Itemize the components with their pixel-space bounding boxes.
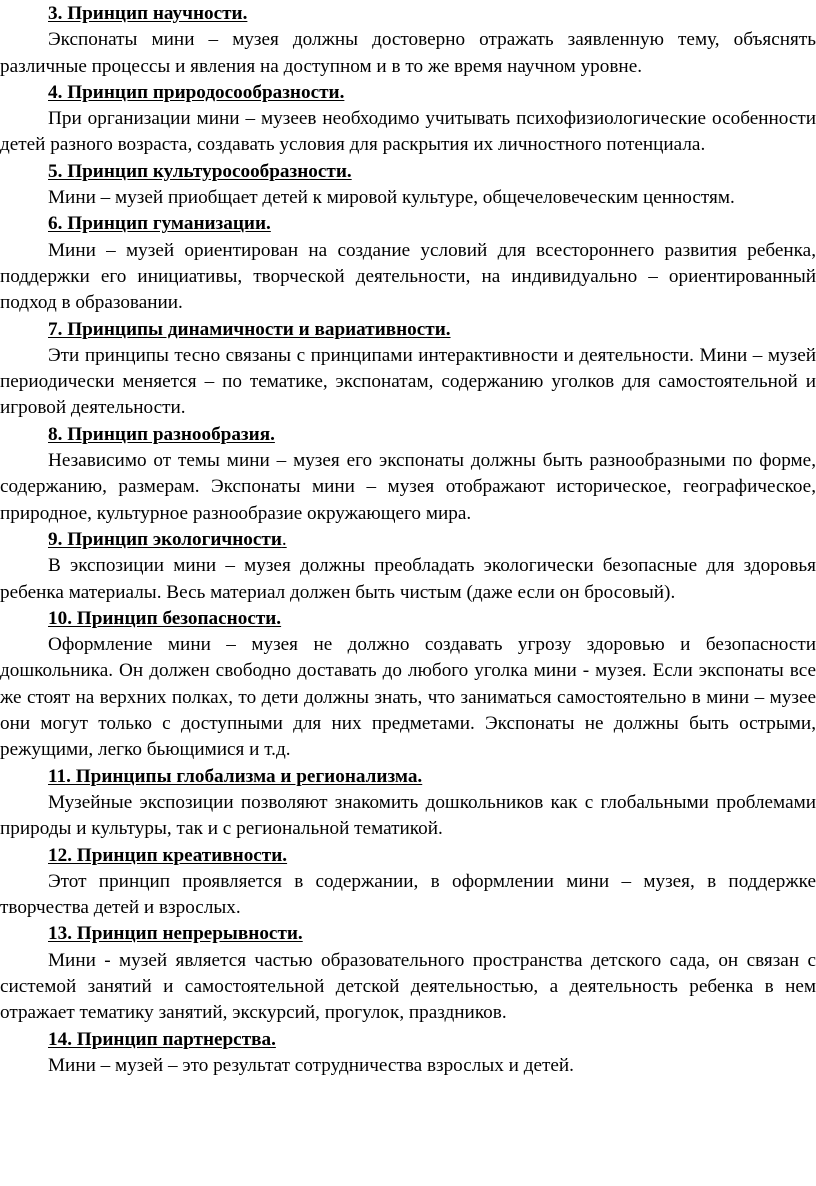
section-14 — [0, 1027, 816, 1080]
heading-text: 5. Принцип культуросообразности. — [48, 160, 352, 182]
section-heading — [0, 1, 816, 27]
section-paragraph: При организации мини – музеев необходимо учитывать психофизиологические особенности детей разного возраста, создавать условия для раскрытия их личностного потенциала. — [0, 108, 816, 156]
heading-text: 9. Принцип экологичности — [48, 528, 282, 550]
heading-text: 12. Принцип креативности. — [48, 844, 288, 866]
heading-text: 3. Принцип научности. — [48, 3, 248, 24]
section-heading — [0, 211, 816, 237]
section-10 — [0, 606, 816, 764]
section-paragraph: Эти принципы тесно связаны с принципами интерактивности и деятельности. Мини – музей периодически меняется – по тематике, экспонатам, содержанию уголков для самостоятельной и игровой деятельности. — [0, 344, 816, 419]
heading-text: 8. Принцип разнообразия. — [48, 423, 275, 445]
heading-text: 10. Принцип безопасности. — [48, 607, 282, 629]
section-heading — [0, 317, 816, 343]
section-heading — [0, 764, 816, 790]
section-6 — [0, 211, 816, 316]
section-paragraph: Мини – музей ориентирован на создание условий для всестороннего развития ребенка, поддержки его инициативы, творческой деятельности, на индивидуально – ориентированный подход в образовании. — [0, 239, 816, 314]
section-paragraph: Оформление мини – музея не должно создавать угрозу здоровью и безопасности дошкольника. Он должен свободно доставать до любого уголка мини - музея. Если экспонаты все же стоят на верхних полках, то дети должны знать, что заниматься самостоятельно в мини – музее они могут только с доступными для них предметами. Экспонаты не должны быть острыми, режущими, легко бьющимися и т.д. — [0, 634, 816, 761]
section-paragraph: В экспозиции мини – музея должны преобладать экологически безопасные для здоровья ребенка материалы. Весь материал должен быть чистым (даже если он бросовый). — [0, 555, 816, 603]
heading-text: 6. Принцип гуманизации. — [48, 213, 271, 235]
section-8 — [0, 422, 816, 527]
section-11 — [0, 764, 816, 843]
section-9 — [0, 527, 816, 606]
heading-text: 11. Принципы глобализма и регионализма. — [48, 765, 423, 787]
section-paragraph: Этот принцип проявляется в содержании, в оформлении мини – музея, в поддержке творчества детей и взрослых. — [0, 870, 816, 919]
document-page — [0, 1, 816, 1079]
section-paragraph: Музейные экспозиции позволяют знакомить дошкольников как с глобальными проблемами природы и культуры, так и с региональной тематикой. — [0, 791, 816, 840]
heading-text: 14. Принцип партнерства. — [48, 1028, 276, 1050]
section-paragraph: Мини – музей приобщает детей к мировой культуре, общечеловеческим ценностям. — [48, 187, 735, 209]
section-heading — [0, 159, 816, 185]
section-heading — [0, 1027, 816, 1053]
heading-text: 4. Принцип природосообразности. — [48, 81, 345, 103]
section-paragraph: Экспонаты мини – музея должны достоверно отражать заявленную тему, объяснять различные процессы и явления на доступном и в то же время научном уровне. — [0, 29, 816, 77]
heading-text: 7. Принципы динамичности и вариативности. — [48, 318, 451, 340]
section-heading — [0, 921, 816, 947]
section-heading — [0, 843, 816, 869]
section-4 — [0, 80, 816, 159]
section-12 — [0, 843, 816, 922]
section-7 — [0, 317, 816, 422]
section-paragraph: Независимо от темы мини – музея его экспонаты должны быть разнообразными по форме, содержанию, размерам. Экспонаты мини – музея отображают историческое, географическое, природное, культурное разнообразие окружающего мира. — [0, 450, 816, 524]
section-heading — [0, 527, 816, 553]
section-3 — [0, 1, 816, 80]
section-heading — [0, 80, 816, 106]
heading-trailing-period: . — [281, 528, 287, 550]
section-13 — [0, 921, 816, 1026]
section-5 — [0, 159, 816, 212]
section-paragraph: Мини - музей является частью образовательного пространства детского сада, он связан с системой занятий и самостоятельной детской деятельностью, а деятельность ребенка в нем отражает тематику занятий, экскурсий, прогулок, праздников. — [0, 949, 816, 1024]
section-paragraph: Мини – музей – это результат сотрудничества взрослых и детей. — [48, 1054, 574, 1076]
section-heading — [0, 606, 816, 632]
heading-text: 13. Принцип непрерывности. — [48, 923, 303, 945]
section-heading — [0, 422, 816, 448]
